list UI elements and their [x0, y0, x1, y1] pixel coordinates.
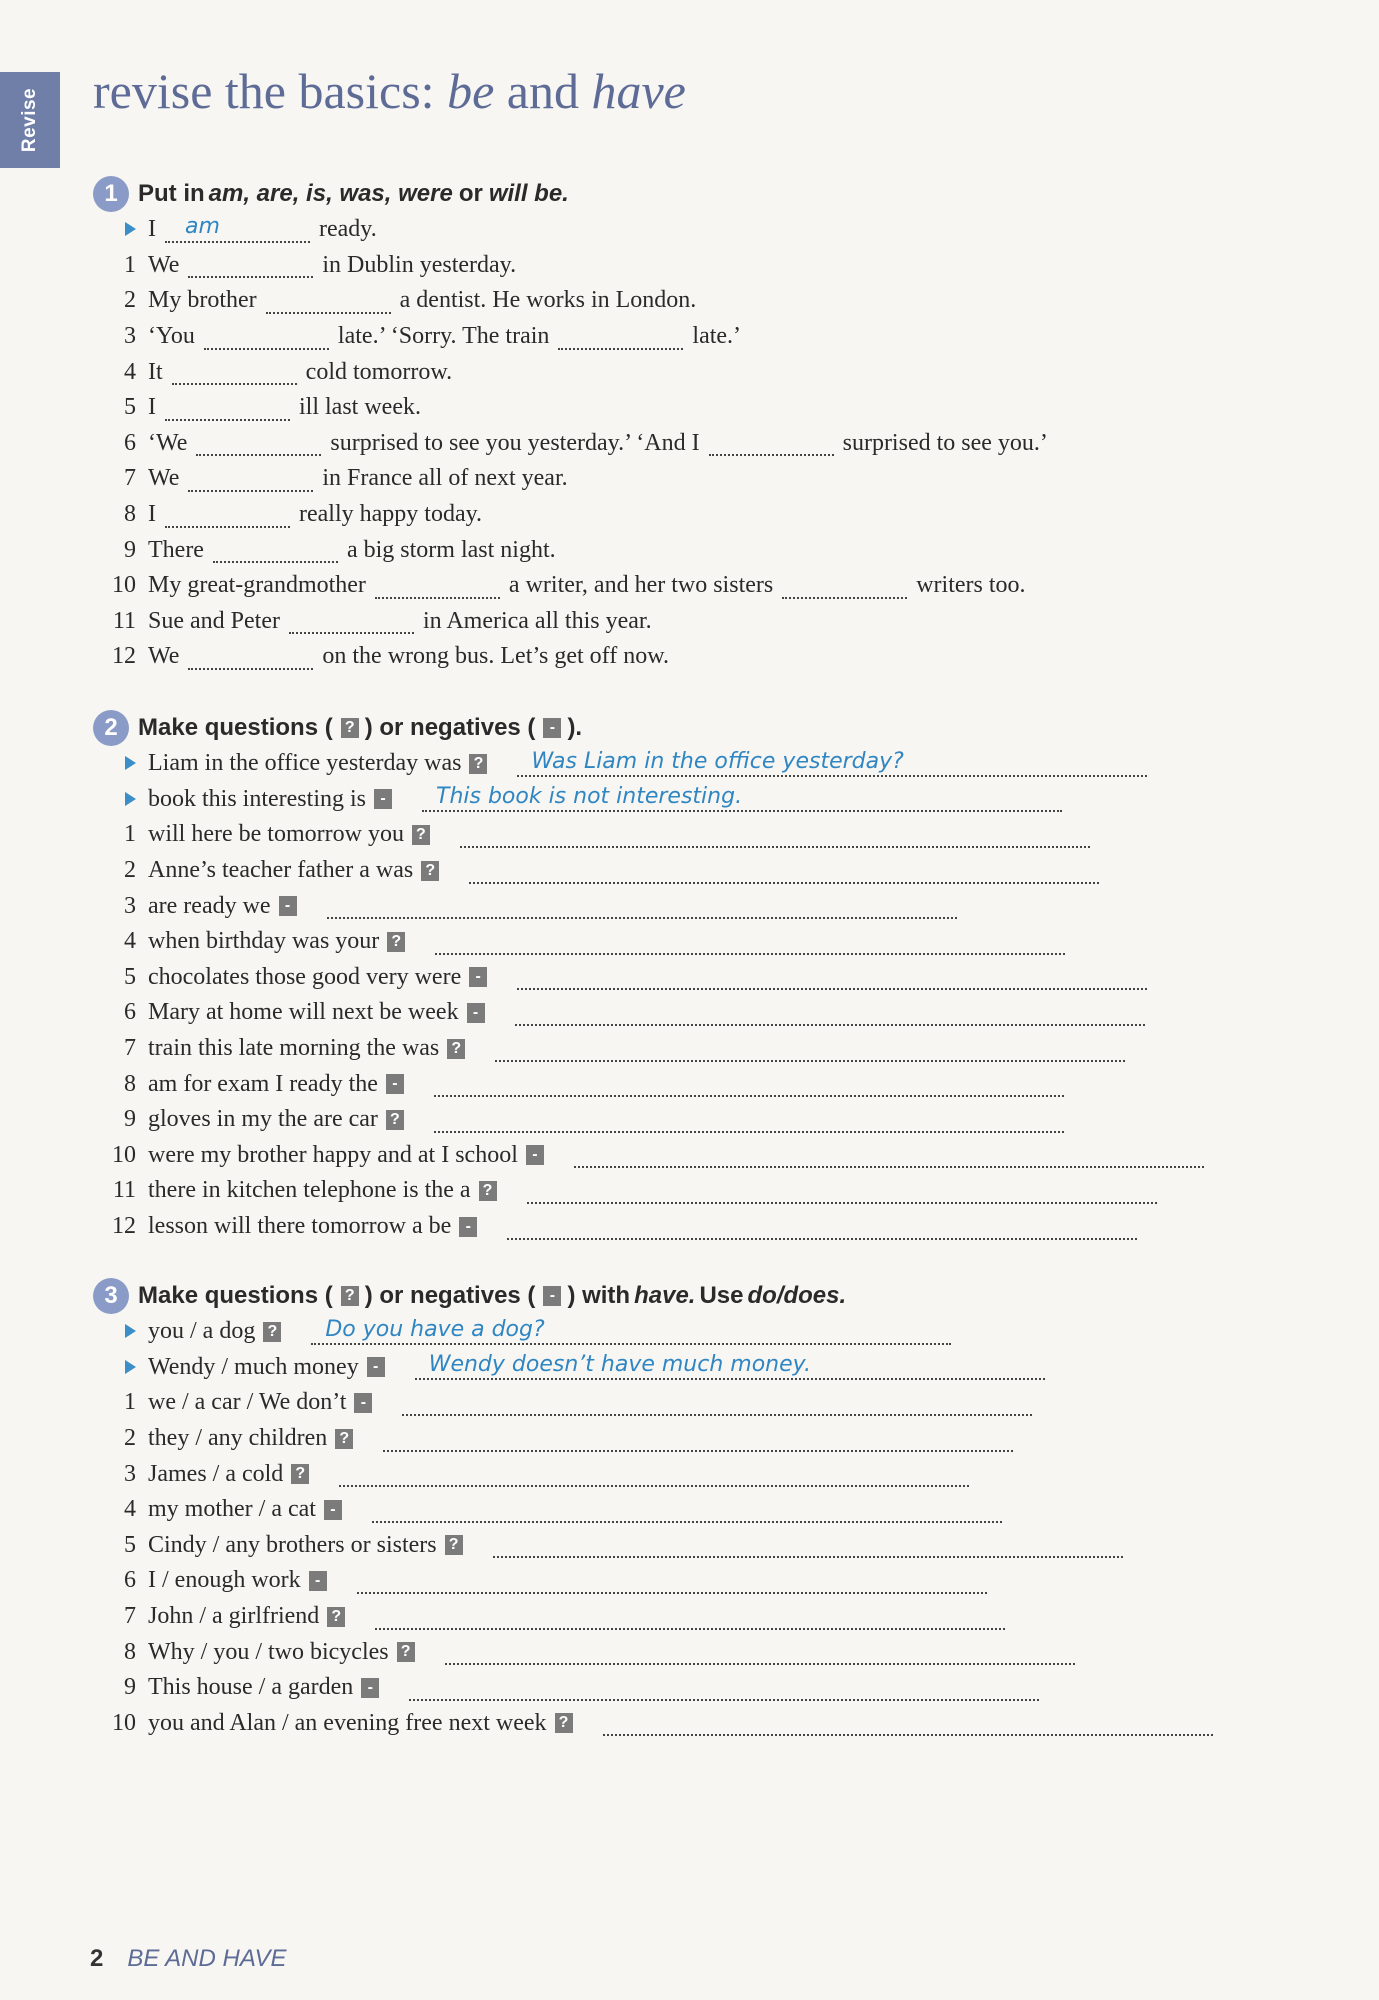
- minus-icon: -: [367, 1357, 385, 1377]
- item-text: There: [148, 536, 204, 563]
- exercise-row: [93, 248, 1363, 284]
- question-mark-icon: ?: [479, 1181, 497, 1201]
- answer-blank[interactable]: [196, 430, 321, 456]
- item-number: 6: [124, 429, 136, 456]
- answer-line[interactable]: [517, 964, 1147, 990]
- question-mark-icon: ?: [291, 1464, 309, 1484]
- exercise-number-badge: 2: [93, 710, 129, 746]
- item-number: [93, 216, 148, 243]
- handwritten-answer: Do you have a dog?: [325, 1316, 545, 1342]
- question-mark-icon: ?: [335, 1429, 353, 1449]
- item-prompt: Mary at home will next be week: [148, 999, 459, 1026]
- item-number: 12: [112, 1213, 136, 1240]
- exercise-row: [93, 1563, 1363, 1599]
- exercise-row: [93, 817, 1363, 853]
- answer-blank[interactable]: [558, 324, 683, 350]
- item-text: My great-grandmother: [148, 572, 366, 599]
- item-prompt: there in kitchen telephone is the a: [148, 1177, 471, 1204]
- item-prompt: you and Alan / an evening free next week: [148, 1709, 547, 1736]
- item-number: [93, 1354, 148, 1381]
- item-prompt: This house / a garden: [148, 1674, 354, 1701]
- title-and: and: [494, 63, 592, 119]
- exercise-row: [93, 497, 1363, 533]
- item-number: 5: [124, 394, 136, 421]
- item-prompt: train this late morning the was: [148, 1035, 440, 1062]
- arrow-right-icon: [125, 1324, 136, 1338]
- arrow-right-icon: [125, 1360, 136, 1374]
- exercise-row: [93, 354, 1363, 390]
- item-number: 1: [124, 821, 136, 848]
- exercise-number-badge: 1: [93, 176, 129, 212]
- exercise-row: [93, 1066, 1363, 1102]
- question-mark-icon: ?: [386, 1110, 404, 1130]
- item-prompt: were my brother happy and at I school: [148, 1141, 518, 1168]
- question-mark-icon: ?: [555, 1713, 573, 1733]
- minus-icon: -: [309, 1571, 327, 1591]
- minus-icon: -: [543, 1286, 561, 1306]
- answer-line[interactable]: [339, 1461, 969, 1487]
- answer-blank[interactable]: [289, 608, 414, 634]
- minus-icon: -: [374, 789, 392, 809]
- item-number: 9: [124, 1674, 136, 1701]
- exercise-row: [93, 426, 1363, 462]
- exercise-row: [93, 1138, 1363, 1174]
- exercise-row: [93, 1209, 1363, 1245]
- example-row: [93, 212, 1363, 248]
- item-text: ready.: [319, 216, 377, 243]
- item-prompt: book this interesting is: [148, 785, 366, 812]
- item-text: ill last week.: [299, 394, 421, 421]
- exercise-row: [93, 283, 1363, 319]
- item-text: surprised to see you yesterday.’ ‘And I: [330, 429, 700, 456]
- item-number: 9: [124, 1106, 136, 1133]
- answer-line[interactable]: [574, 1142, 1204, 1168]
- item-prompt: am for exam I ready the: [148, 1070, 378, 1097]
- instruction-text: Use: [699, 1282, 744, 1309]
- item-prompt: gloves in my the are car: [148, 1106, 378, 1133]
- answer-blank[interactable]: [375, 573, 500, 599]
- handwritten-answer: Was Liam in the office yesterday?: [531, 748, 904, 774]
- instruction-text: do/does.: [747, 1282, 847, 1309]
- exercise-row: [93, 532, 1363, 568]
- question-mark-icon: ?: [469, 754, 487, 774]
- item-number: 10: [112, 572, 136, 599]
- handwritten-answer: Wendy doesn’t have much money.: [428, 1352, 811, 1378]
- exercise-instruction: [93, 710, 1363, 746]
- minus-icon: -: [543, 718, 561, 738]
- minus-icon: -: [526, 1145, 544, 1165]
- item-number: 4: [124, 928, 136, 955]
- minus-icon: -: [459, 1217, 477, 1237]
- item-prompt: John / a girlfriend: [148, 1603, 320, 1630]
- item-text: a dentist. He works in London.: [399, 287, 697, 314]
- item-text: a big storm last night.: [346, 536, 556, 563]
- minus-icon: -: [361, 1678, 379, 1698]
- example-row: [93, 746, 1363, 782]
- handwritten-answer: This book is not interesting.: [436, 784, 743, 810]
- instruction-text: ) with: [567, 1282, 631, 1309]
- item-text: We: [148, 643, 180, 670]
- page-footer: [90, 1945, 287, 1973]
- question-mark-icon: ?: [445, 1535, 463, 1555]
- exercise-row: [93, 924, 1363, 960]
- exercise-items: [93, 746, 1363, 1244]
- item-prompt: you / a dog: [148, 1318, 256, 1345]
- item-number: 3: [124, 892, 136, 919]
- item-number: 6: [124, 999, 136, 1026]
- minus-icon: -: [354, 1393, 372, 1413]
- answer-line[interactable]: [435, 929, 1065, 955]
- item-number: 7: [124, 1035, 136, 1062]
- item-text: We: [148, 251, 180, 278]
- answer-line[interactable]: [517, 748, 1147, 777]
- item-text: ‘You: [148, 323, 195, 350]
- arrow-right-icon: [125, 222, 136, 236]
- handwritten-answer: am: [185, 213, 220, 239]
- exercise-3: [93, 1278, 1363, 1741]
- question-mark-icon: ?: [263, 1322, 281, 1342]
- instruction-text: ) or negatives (: [364, 1282, 536, 1309]
- exercise-row: [93, 1528, 1363, 1564]
- answer-line[interactable]: [603, 1710, 1213, 1736]
- question-mark-icon: ?: [341, 1286, 359, 1306]
- item-number: 6: [124, 1567, 136, 1594]
- item-text: really happy today.: [299, 501, 483, 528]
- answer-line[interactable]: [527, 1178, 1157, 1204]
- instruction-text: will be.: [488, 180, 569, 207]
- item-text: late.’: [692, 323, 742, 350]
- question-mark-icon: ?: [447, 1039, 465, 1059]
- answer-line[interactable]: [495, 1036, 1125, 1062]
- item-number: 4: [124, 1496, 136, 1523]
- exercise-row: [93, 1385, 1363, 1421]
- item-number: 11: [112, 1177, 136, 1204]
- exercise-row: [93, 1492, 1363, 1528]
- answer-line[interactable]: [415, 1354, 1045, 1380]
- answer-line[interactable]: [434, 1107, 1064, 1133]
- answer-blank[interactable]: [782, 573, 907, 599]
- arrow-right-icon: [125, 756, 136, 770]
- answer-blank[interactable]: [188, 252, 313, 278]
- item-prompt: lesson will there tomorrow a be: [148, 1213, 452, 1240]
- answer-line[interactable]: [375, 1604, 1005, 1630]
- item-text: in France all of next year.: [322, 465, 568, 492]
- answer-line[interactable]: [493, 1532, 1123, 1558]
- item-number: 11: [112, 607, 136, 634]
- item-number: 5: [124, 963, 136, 990]
- answer-line[interactable]: [515, 1000, 1145, 1026]
- answer-line[interactable]: [507, 1214, 1137, 1240]
- answer-line[interactable]: [311, 1316, 951, 1345]
- exercise-row: [93, 568, 1363, 604]
- item-text: I: [148, 216, 156, 243]
- exercise-row: [93, 1456, 1363, 1492]
- item-number: 8: [124, 501, 136, 528]
- title-text: revise the basics:: [93, 63, 448, 119]
- arrow-right-icon: [125, 792, 136, 806]
- item-text: It: [148, 358, 163, 385]
- item-text: ‘We: [148, 429, 188, 456]
- item-number: 12: [112, 643, 136, 670]
- exercise-items: [93, 1314, 1363, 1741]
- item-number: 10: [112, 1709, 136, 1736]
- item-number: 2: [124, 857, 136, 884]
- answer-blank[interactable]: [188, 466, 313, 492]
- answer-line[interactable]: [460, 822, 1090, 848]
- question-mark-icon: ?: [327, 1607, 345, 1627]
- item-number: 3: [124, 1460, 136, 1487]
- exercise-row: [93, 1599, 1363, 1635]
- answer-line[interactable]: [445, 1639, 1075, 1665]
- title-be: be: [447, 63, 495, 119]
- exercise-number-badge: 3: [93, 1278, 129, 1314]
- item-prompt: I / enough work: [148, 1567, 301, 1594]
- item-prompt: will here be tomorrow you: [148, 821, 404, 848]
- item-text: My brother: [148, 287, 257, 314]
- instruction-text: or: [458, 180, 483, 207]
- instruction-text: Make questions (: [138, 1282, 333, 1309]
- revise-tab-label: Revise: [19, 87, 40, 153]
- answer-line[interactable]: [357, 1568, 987, 1594]
- page-title: [93, 62, 686, 120]
- exercise-instruction: [93, 176, 1363, 212]
- answer-blank[interactable]: [165, 213, 310, 243]
- item-number: 8: [124, 1070, 136, 1097]
- answer-blank[interactable]: [165, 502, 290, 528]
- item-text: in America all this year.: [422, 607, 652, 634]
- answer-line[interactable]: [434, 1071, 1064, 1097]
- item-text: Sue and Peter: [148, 607, 280, 634]
- exercise-row: [93, 1634, 1363, 1670]
- answer-line[interactable]: [402, 1390, 1032, 1416]
- minus-icon: -: [467, 1003, 485, 1023]
- exercise-row: [93, 853, 1363, 889]
- example-row: [93, 1314, 1363, 1350]
- exercise-row: [93, 390, 1363, 426]
- item-prompt: Wendy / much money: [148, 1353, 359, 1380]
- item-text: We: [148, 465, 180, 492]
- exercise-row: [93, 1031, 1363, 1067]
- exercise-row: [93, 604, 1363, 640]
- item-number: 10: [112, 1141, 136, 1168]
- item-prompt: James / a cold: [148, 1460, 284, 1487]
- item-prompt: they / any children: [148, 1425, 328, 1452]
- item-number: 9: [124, 536, 136, 563]
- question-mark-icon: ?: [341, 718, 359, 738]
- question-mark-icon: ?: [421, 861, 439, 881]
- item-prompt: Anne’s teacher father a was: [148, 857, 414, 884]
- answer-blank[interactable]: [165, 395, 290, 421]
- item-prompt: Liam in the office yesterday was: [148, 750, 462, 777]
- item-prompt: are ready we: [148, 892, 271, 919]
- item-number: 1: [124, 251, 136, 278]
- revise-tab: [0, 72, 60, 168]
- page-number: 2: [90, 1945, 104, 1972]
- answer-line[interactable]: [409, 1675, 1039, 1701]
- answer-line[interactable]: [469, 858, 1099, 884]
- exercise-row: [93, 1102, 1363, 1138]
- answer-blank[interactable]: [266, 288, 391, 314]
- item-number: 7: [124, 1603, 136, 1630]
- question-mark-icon: ?: [412, 825, 430, 845]
- exercise-1: [93, 176, 1363, 675]
- item-number: [93, 786, 148, 813]
- item-number: 3: [124, 323, 136, 350]
- question-mark-icon: ?: [387, 932, 405, 952]
- instruction-text: Make questions (: [138, 714, 333, 741]
- exercise-row: [93, 1706, 1363, 1742]
- instruction-text: ) or negatives (: [364, 714, 536, 741]
- item-text: I: [148, 501, 156, 528]
- item-prompt: Why / you / two bicycles: [148, 1638, 389, 1665]
- item-prompt: when birthday was your: [148, 928, 380, 955]
- exercise-items: [93, 212, 1363, 675]
- instruction-text: am, are, is, was, were: [208, 180, 453, 207]
- exercise-row: [93, 1421, 1363, 1457]
- answer-blank[interactable]: [172, 359, 297, 385]
- exercise-row: [93, 1173, 1363, 1209]
- instruction-text: Put in: [138, 180, 205, 207]
- item-text: on the wrong bus. Let’s get off now.: [322, 643, 670, 670]
- item-number: 8: [124, 1638, 136, 1665]
- item-text: late.’ ‘Sorry. The train: [337, 323, 550, 350]
- exercise-row: [93, 1670, 1363, 1706]
- item-prompt: chocolates those good very were: [148, 963, 462, 990]
- item-number: [93, 1318, 148, 1345]
- answer-blank[interactable]: [204, 324, 329, 350]
- exercise-row: [93, 319, 1363, 355]
- answer-line[interactable]: [383, 1426, 1013, 1452]
- item-number: [93, 750, 148, 777]
- item-text: writers too.: [916, 572, 1026, 599]
- minus-icon: -: [469, 967, 487, 987]
- exercise-row: [93, 461, 1363, 497]
- answer-blank[interactable]: [213, 537, 338, 563]
- exercise-2: [93, 710, 1363, 1244]
- exercise-row: [93, 960, 1363, 996]
- footer-label: BE AND HAVE: [127, 1945, 287, 1972]
- answer-line[interactable]: [327, 893, 957, 919]
- instruction-text: have.: [634, 1282, 696, 1309]
- exercise-row: [93, 639, 1363, 675]
- item-prompt: we / a car / We don’t: [148, 1389, 347, 1416]
- example-row: [93, 1350, 1363, 1386]
- item-number: 5: [124, 1531, 136, 1558]
- answer-blank[interactable]: [709, 430, 834, 456]
- answer-blank[interactable]: [188, 644, 313, 670]
- example-row: [93, 782, 1363, 818]
- item-number: 7: [124, 465, 136, 492]
- item-number: 2: [124, 1425, 136, 1452]
- minus-icon: -: [279, 896, 297, 916]
- answer-line[interactable]: [372, 1497, 1002, 1523]
- item-text: surprised to see you.’: [842, 429, 1048, 456]
- answer-line[interactable]: [422, 786, 1062, 812]
- item-text: cold tomorrow.: [305, 358, 453, 385]
- item-number: 4: [124, 358, 136, 385]
- title-have: have: [591, 63, 686, 119]
- minus-icon: -: [386, 1074, 404, 1094]
- item-prompt: Cindy / any brothers or sisters: [148, 1531, 437, 1558]
- item-text: I: [148, 394, 156, 421]
- item-number: 2: [124, 287, 136, 314]
- item-number: 1: [124, 1389, 136, 1416]
- item-prompt: my mother / a cat: [148, 1496, 316, 1523]
- item-text: a writer, and her two sisters: [508, 572, 774, 599]
- minus-icon: -: [324, 1500, 342, 1520]
- item-text: in Dublin yesterday.: [322, 251, 517, 278]
- question-mark-icon: ?: [397, 1642, 415, 1662]
- instruction-text: ).: [567, 714, 583, 741]
- exercise-row: [93, 995, 1363, 1031]
- exercise-instruction: [93, 1278, 1363, 1314]
- exercise-row: [93, 888, 1363, 924]
